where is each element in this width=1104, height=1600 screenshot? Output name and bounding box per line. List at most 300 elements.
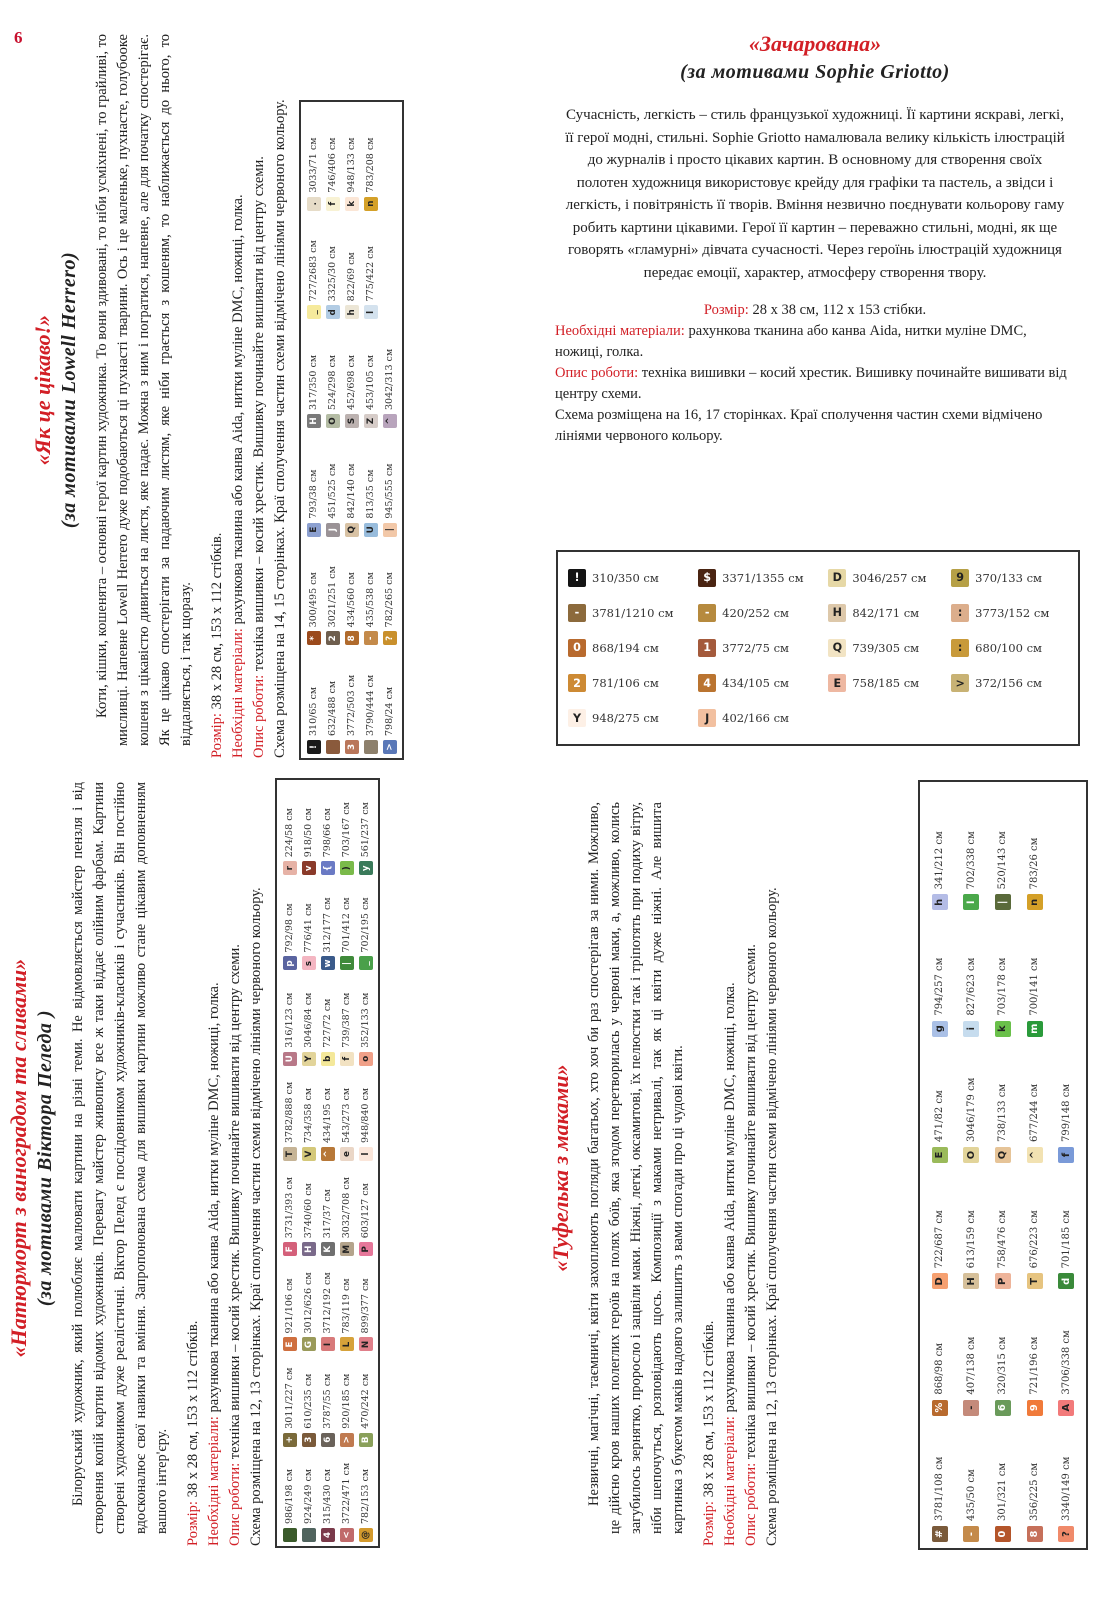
legend-label: 3032/708 см [341, 1177, 352, 1239]
legend-label: 3712/192 см [322, 1272, 333, 1334]
legend-label: 407/138 см [965, 1336, 977, 1395]
legend-item [956, 1167, 988, 1289]
color-swatch: Q [995, 1147, 1011, 1163]
legend-label: 721/196 см [1029, 1336, 1041, 1395]
color-swatch: f [340, 1052, 354, 1066]
article-body: Незвичні, магічні, таємничі, квіти захоплюють погляди багатьох, хто хоч би раз спостерігав за ними. Можливо, це дійсно кров наших полеглих героїв на полях боїв, яка згодом перетворилась у червоні маки, а, можливо, колись загубилось зернятко, проросло і зацвіли маки. Ніжні, легкі, оксамитові, їх пелюстки так і тріпотять при подиху вітру, ніби шепочуться, розповідають щось. Композиції з маками нетривалі, так як ці квіти дуже ніжні. Але вишита картинка з букетом маків надовго залишить з вами спогади про ці чудові квіти. [586, 802, 686, 1534]
color-swatch: l [364, 305, 378, 319]
legend-label: 3046/84 см [303, 992, 314, 1048]
color-legend [918, 780, 1088, 1550]
legend-item [356, 1070, 375, 1161]
legend-label: 924/249 см [303, 1468, 314, 1524]
legend-item [280, 1165, 299, 1256]
materials-value: рахункова тканина або канва Aida, нитки муліне DMC, ножиці, голка. [722, 982, 738, 1413]
legend-item [1019, 1041, 1051, 1163]
legend-label: 3042/313 см [384, 348, 395, 411]
color-swatch: ^ [1027, 1147, 1043, 1163]
size-value: 38 х 28 см, 153 х 112 стібків. [701, 1320, 717, 1498]
legend-item [304, 106, 323, 211]
legend-label: 402/166 см [722, 711, 789, 726]
legend-label: 453/105 см [365, 354, 376, 411]
legend-label: 798/66 см [322, 808, 333, 858]
color-swatch: P [995, 1273, 1011, 1289]
legend-item [568, 630, 692, 665]
color-swatch: | [383, 523, 397, 537]
legend-item [698, 595, 822, 630]
legend-item [956, 1041, 988, 1163]
color-swatch: ! [307, 740, 321, 754]
legend-item [342, 649, 361, 754]
legend-label: 868/98 см [934, 1342, 946, 1395]
legend-item [342, 106, 361, 211]
color-swatch: - [568, 604, 586, 622]
legend-item [698, 701, 822, 736]
legend-label: 310/65 см [308, 686, 319, 736]
legend-label: 3740/60 см [303, 1183, 314, 1239]
legend-label: 945/555 см [384, 463, 395, 519]
legend-item [951, 630, 1068, 665]
legend-item [1050, 914, 1082, 1036]
legend-item [356, 1165, 375, 1256]
article-peled [6, 768, 416, 1548]
color-swatch: M [340, 1242, 354, 1256]
legend-item [299, 1260, 318, 1351]
color-swatch: 6 [995, 1400, 1011, 1416]
color-swatch: 2 [568, 674, 586, 692]
legend-item [1019, 1167, 1051, 1289]
color-swatch: U [283, 1052, 297, 1066]
color-swatch: D [932, 1273, 948, 1289]
article-griotto [555, 30, 1075, 447]
color-swatch: Y [568, 709, 586, 727]
legend-label: 301/321 см [997, 1462, 1009, 1521]
article-body: Білоруський художник, який полюбляє малювати картини на різні теми. Не відмовляється майстер пензля і від створення копій картин відомих художників. Перевагу майстер живопису все ж таки віддає олійним фарбам. Картини створені художником дуже реалістичні. Віктор Пелед є послідовником художників-класиків і сучасників. Він постійно вдосконалює свої навики та вміння. Запропонована схема для вишивки картини можливо стане цікавим доповненням вашого інтер'єру. [70, 782, 170, 1534]
legend-item [361, 541, 380, 646]
legend-label: 677/244 см [1029, 1083, 1041, 1142]
legend-label: 722/687 см [934, 1210, 946, 1269]
color-swatch: f [326, 197, 340, 211]
color-swatch: E [283, 1338, 297, 1352]
legend-label: 776/41 см [303, 903, 314, 953]
legend-item [356, 879, 375, 970]
legend-label: 700/141 см [1029, 957, 1041, 1016]
color-swatch: 0 [568, 639, 586, 657]
legend-label: 3731/393 см [284, 1177, 295, 1239]
color-swatch: ! [568, 569, 586, 587]
work-label: Опис роботи: [743, 1462, 759, 1546]
legend-item [299, 784, 318, 875]
legend-label: 434/560 см [346, 572, 357, 628]
work-label: Опис роботи: [555, 365, 639, 381]
legend-label: 782/153 см [360, 1468, 371, 1524]
color-swatch: _ [307, 305, 321, 319]
color-swatch: 8 [1027, 1526, 1043, 1542]
legend-label: 842/140 см [346, 463, 357, 519]
legend-label: 702/338 см [965, 831, 977, 890]
color-legend [556, 550, 1080, 746]
color-swatch: | [995, 894, 1011, 910]
color-swatch: O [326, 414, 340, 428]
legend-item [304, 432, 323, 537]
work-label: Опис роботи: [251, 674, 267, 758]
color-swatch: - [698, 604, 716, 622]
legend-item [356, 975, 375, 1066]
legend-label: 524/298 см [327, 354, 338, 411]
legend-item [337, 1165, 356, 1256]
legend-item [951, 560, 1068, 595]
materials-value: рахункова тканина або канва Aida, нитки муліне DMC, ножиці, голка. [230, 194, 246, 625]
legend-item [337, 784, 356, 875]
materials-label: Необхідні матеріали: [230, 628, 246, 758]
color-swatch: d [326, 305, 340, 319]
work-value: техніка вишивки – косий хрестик. Вишивку починайте вишивати від центру схеми. [555, 365, 1067, 402]
color-swatch: * [307, 631, 321, 645]
legend-item [924, 1041, 956, 1163]
color-swatch: N [359, 1338, 373, 1352]
legend-item [924, 788, 956, 910]
size-value: 38 х 28 см, 153 х 112 стібків. [185, 1320, 201, 1498]
materials-value: рахункова тканина або канва Aida, нитки муліне DMC, ножиці, голка. [555, 323, 1027, 360]
legend-label: 317/37 см [322, 1189, 333, 1239]
size-value: 38 х 28 см, 153 х 112 стібків. [209, 532, 225, 710]
color-swatch: 1 [698, 639, 716, 657]
legend-item [568, 595, 692, 630]
legend-item [318, 1451, 337, 1542]
color-swatch: k [995, 1021, 1011, 1037]
legend-label: 792/98 см [284, 903, 295, 953]
article-title: «Як це цікаво!» [30, 314, 55, 466]
legend-label: 813/35 см [365, 469, 376, 519]
color-swatch: < [340, 1528, 354, 1542]
color-swatch: - [963, 1400, 979, 1416]
color-swatch: Y [302, 1052, 316, 1066]
color-swatch: F [283, 1242, 297, 1256]
article-herrero [30, 20, 430, 760]
legend-item [361, 215, 380, 320]
work-label: Опис роботи: [227, 1462, 243, 1546]
legend-label: 434/105 см [722, 676, 789, 691]
color-swatch: 8 [345, 631, 359, 645]
legend-label: 783/208 см [365, 137, 376, 193]
legend-label: 310/350 см [592, 570, 659, 585]
legend-item [280, 975, 299, 1066]
color-swatch: i [963, 1021, 979, 1037]
color-swatch: - [963, 1526, 979, 1542]
legend-label: 300/495 см [308, 572, 319, 628]
size-label: Розмір: [701, 1501, 717, 1546]
legend-label: 520/143 см [997, 831, 1009, 890]
color-swatch: ? [383, 631, 397, 645]
legend-label: 356/225 см [1029, 1462, 1041, 1521]
legend-label: 746/406 см [327, 137, 338, 193]
legend-label: 320/315 см [997, 1336, 1009, 1395]
legend-item [280, 1451, 299, 1542]
legend-item [299, 1356, 318, 1447]
color-swatch: ? [1058, 1526, 1074, 1542]
article-meta [197, 20, 291, 760]
color-swatch: ^ [321, 1147, 335, 1161]
legend-label: 3046/257 см [852, 570, 927, 585]
legend-label: 727/72 см [322, 998, 333, 1048]
color-swatch: | [340, 957, 354, 971]
legend-item [956, 788, 988, 910]
legend-item [1019, 788, 1051, 910]
color-swatch: E [932, 1147, 948, 1163]
legend-label: 798/24 см [384, 686, 395, 736]
color-swatch: _ [359, 957, 373, 971]
legend-label: 680/100 см [975, 640, 1042, 655]
legend-label: 701/412 см [341, 897, 352, 953]
legend-item [356, 1356, 375, 1447]
color-swatch: 4 [698, 674, 716, 692]
legend-item [337, 975, 356, 1066]
legend-label: 316/123 см [284, 992, 295, 1048]
legend-item [828, 666, 945, 701]
legend-item [318, 1260, 337, 1351]
legend-item [951, 666, 1068, 701]
color-swatch: 2 [326, 631, 340, 645]
legend-item [323, 432, 342, 537]
legend-item [568, 701, 692, 736]
color-swatch: n [364, 197, 378, 211]
scheme-note: Схема розміщена на 12, 13 сторінках. Краї сполучення частин схеми відмічено лініями червоного кольору. [248, 887, 264, 1546]
legend-item [280, 1260, 299, 1351]
legend-label: 727/2683 см [308, 240, 319, 302]
scheme-note: Схема розміщена на 12, 13 сторінках. Краї сполучення частин схеми відмічено лініями червоного кольору. [764, 887, 780, 1546]
color-swatch: h [345, 305, 359, 319]
legend-item [318, 879, 337, 970]
legend-label: 3781/1210 см [592, 605, 674, 620]
legend-label: 471/82 см [934, 1090, 946, 1142]
legend-item [380, 323, 399, 428]
legend-label: 3782/888 см [284, 1081, 295, 1143]
legend-item [304, 323, 323, 428]
legend-label: 632/488 см [327, 680, 338, 736]
legend-label: 868/194 см [592, 640, 659, 655]
materials-label: Необхідні матеріали: [555, 323, 685, 339]
legend-item [299, 1070, 318, 1161]
legend-item [356, 1451, 375, 1542]
legend-item [299, 1165, 318, 1256]
article-subtitle: (за мотивами Віктора Пеледа ) [34, 1009, 56, 1307]
legend-label: 799/148 см [1060, 1083, 1072, 1142]
legend-item [568, 560, 692, 595]
article-poppies [548, 788, 898, 1548]
color-swatch: P [359, 1242, 373, 1256]
legend-item [1019, 914, 1051, 1036]
legend-label: 734/358 см [303, 1087, 314, 1143]
color-swatch: d [1058, 1273, 1074, 1289]
legend-item [924, 1167, 956, 1289]
legend-label: 918/50 см [303, 808, 314, 858]
legend-item [380, 432, 399, 537]
color-swatch: E [307, 523, 321, 537]
legend-item [318, 1165, 337, 1256]
color-swatch: v [302, 861, 316, 875]
legend-label: 341/212 см [934, 831, 946, 890]
legend-label: 827/623 см [965, 957, 977, 1016]
legend-label: 3046/179 см [965, 1077, 977, 1142]
legend-item [1019, 1420, 1051, 1542]
color-swatch: K [321, 1242, 335, 1256]
article-body: Коти, кішки, кошенята – основні герої картин художника. То вони здивовані, то ніби усміхнені, то грайливі, то мисливці. Напевне Lowell Herrero дуже подобаються ці пухнасті тварини. Ось і це маленьке, пухнасте, голубооке кошеня з цікавістю дивиться на листя, яке падає. Можна з ним і погратися, напевне, але для початку спостерігає. Як це цікаво спостерігати за падаючим листям, яке ніби грається з кошеням, то наближається до нього, то віддаляється, і так щоразу. [94, 34, 194, 746]
legend-item [1050, 1293, 1082, 1415]
legend-item [361, 106, 380, 211]
legend-item [337, 879, 356, 970]
color-swatch: n [1027, 894, 1043, 910]
legend-label: 3012/626 см [303, 1272, 314, 1334]
color-swatch: l [359, 1147, 373, 1161]
color-swatch: y [359, 861, 373, 875]
legend-label: 794/257 см [934, 957, 946, 1016]
color-swatch: e [340, 1147, 354, 1161]
color-swatch: A [1058, 1400, 1074, 1416]
legend-label: 312/177 см [322, 897, 333, 953]
legend-label: 3773/152 см [975, 605, 1050, 620]
legend-item [956, 1420, 988, 1542]
legend-item [380, 215, 399, 320]
article-title: «Зачарована» [748, 31, 882, 56]
size-label: Розмір: [703, 302, 749, 318]
legend-label: 434/195 см [322, 1087, 333, 1143]
legend-item [299, 975, 318, 1066]
legend-item [380, 541, 399, 646]
legend-label: 3033/71 см [308, 137, 319, 193]
article-meta [173, 768, 267, 1548]
legend-label: 372/156 см [975, 676, 1042, 691]
color-swatch: # [932, 1526, 948, 1542]
legend-item [299, 879, 318, 970]
color-swatch: : [951, 604, 969, 622]
legend-label: 451/525 см [327, 463, 338, 519]
legend-item [356, 784, 375, 875]
color-swatch: > [340, 1433, 354, 1447]
color-swatch: J [698, 709, 716, 727]
legend-item [956, 914, 988, 1036]
legend-label: 676/223 см [1029, 1210, 1041, 1269]
legend-label: 948/275 см [592, 711, 659, 726]
legend-label: 793/38 см [308, 469, 319, 519]
color-swatch: B [359, 1433, 373, 1447]
article-meta [689, 788, 783, 1548]
color-swatch: V [302, 1147, 316, 1161]
color-swatch: 6 [321, 1433, 335, 1447]
legend-label: 948/133 см [346, 137, 357, 193]
legend-item [987, 1420, 1019, 1542]
materials-label: Необхідні матеріали: [722, 1416, 738, 1546]
color-swatch: : [951, 639, 969, 657]
color-swatch: H [302, 1242, 316, 1256]
color-swatch: L [340, 1338, 354, 1352]
article-title: «Туфелька з маками» [548, 1064, 573, 1272]
work-value: техніка вишивки – косий хрестик. Вишивку починайте вишивати від центру схеми. [251, 156, 267, 672]
color-swatch: I [321, 1338, 335, 1352]
color-swatch [364, 740, 378, 754]
legend-label: 921/106 см [284, 1278, 295, 1334]
color-swatch: . [307, 197, 321, 211]
legend-item [698, 666, 822, 701]
legend-label: 3011/227 см [284, 1367, 295, 1429]
legend-item [987, 914, 1019, 1036]
legend-label: 739/305 см [852, 640, 920, 655]
legend-label: 3772/503 см [346, 674, 357, 736]
legend-label: 920/185 см [341, 1373, 352, 1429]
article-subtitle: (за мотивами Sophie Griotto) [680, 61, 950, 83]
color-swatch: k [345, 197, 359, 211]
materials-value: рахункова тканина або канва Aida, нитки муліне DMC, ножиці, голка. [206, 982, 222, 1413]
legend-label: 781/106 см [592, 676, 659, 691]
color-swatch: 9 [951, 569, 969, 587]
legend-item [323, 323, 342, 428]
legend-label: 3325/30 см [327, 246, 338, 302]
legend-item [951, 595, 1068, 630]
legend-item [1050, 1167, 1082, 1289]
legend-item [361, 432, 380, 537]
color-swatch: b [321, 1052, 335, 1066]
color-swatch: o [359, 1052, 373, 1066]
legend-item [299, 1451, 318, 1542]
color-swatch: - [364, 631, 378, 645]
legend-label: 842/171 см [852, 605, 920, 620]
color-swatch: > [951, 674, 969, 692]
legend-label: 543/273 см [341, 1087, 352, 1143]
color-swatch: Q [828, 639, 846, 657]
legend-item [828, 595, 945, 630]
color-swatch: m [1027, 1021, 1043, 1037]
color-swatch: r [283, 861, 297, 875]
legend-item [1050, 788, 1082, 910]
size-label: Розмір: [209, 713, 225, 758]
legend-item [987, 788, 1019, 910]
legend-label: 758/185 см [852, 676, 920, 691]
color-swatch: Z [364, 414, 378, 428]
legend-item [342, 432, 361, 537]
legend-item [318, 1070, 337, 1161]
legend-item [924, 1420, 956, 1542]
color-swatch: { [321, 861, 335, 875]
legend-label: 703/178 см [997, 957, 1009, 1016]
legend-label: 986/198 см [284, 1468, 295, 1524]
legend-label: 317/350 см [308, 354, 319, 411]
legend-label: 561/237 см [360, 802, 371, 858]
legend-item [698, 560, 822, 595]
legend-item [987, 1167, 1019, 1289]
color-swatch: f [1058, 1147, 1074, 1163]
legend-item [323, 215, 342, 320]
legend-item [304, 215, 323, 320]
color-swatch: 3 [302, 1433, 316, 1447]
color-swatch: % [932, 1400, 948, 1416]
color-swatch: l [963, 894, 979, 910]
legend-label: 3787/55 см [322, 1373, 333, 1429]
legend-item [1019, 1293, 1051, 1415]
legend-label: 899/377 см [360, 1278, 371, 1334]
article-body: Сучасність, легкість – стиль французької художниці. Її картини яскраві, легкі, її герої модні, стильні. Sophie Griotto намалювала велику кількість ілюстрацій до журналів і просто цікавих картин. В основному для створення своїх полотен художниця використовує крейду для графіки та пастель, а звідси і легкість, і повітряність її творів. Вміння незвично поєднувати кольорову гаму робить картини цікавими. Герої її картин – переважно стильні, модні, як ще говорять «гламурні» дівчата сучасності. Через героїнь ілюстрацій художниця передає емоції, характер, атмосферу створення твору. [565, 107, 1065, 281]
legend-label: 3722/471 см [341, 1462, 352, 1524]
legend-item [1050, 1041, 1082, 1163]
color-swatch [326, 740, 340, 754]
color-swatch: O [963, 1147, 979, 1163]
legend-item [828, 630, 945, 665]
color-swatch: w [321, 957, 335, 971]
legend-label: 782/265 см [384, 572, 395, 628]
color-swatch: > [383, 740, 397, 754]
color-legend [299, 100, 404, 760]
legend-label: 420/252 см [722, 605, 789, 620]
legend-label: 613/159 см [965, 1210, 977, 1269]
legend-item [318, 975, 337, 1066]
legend-label: 610/235 см [303, 1373, 314, 1429]
